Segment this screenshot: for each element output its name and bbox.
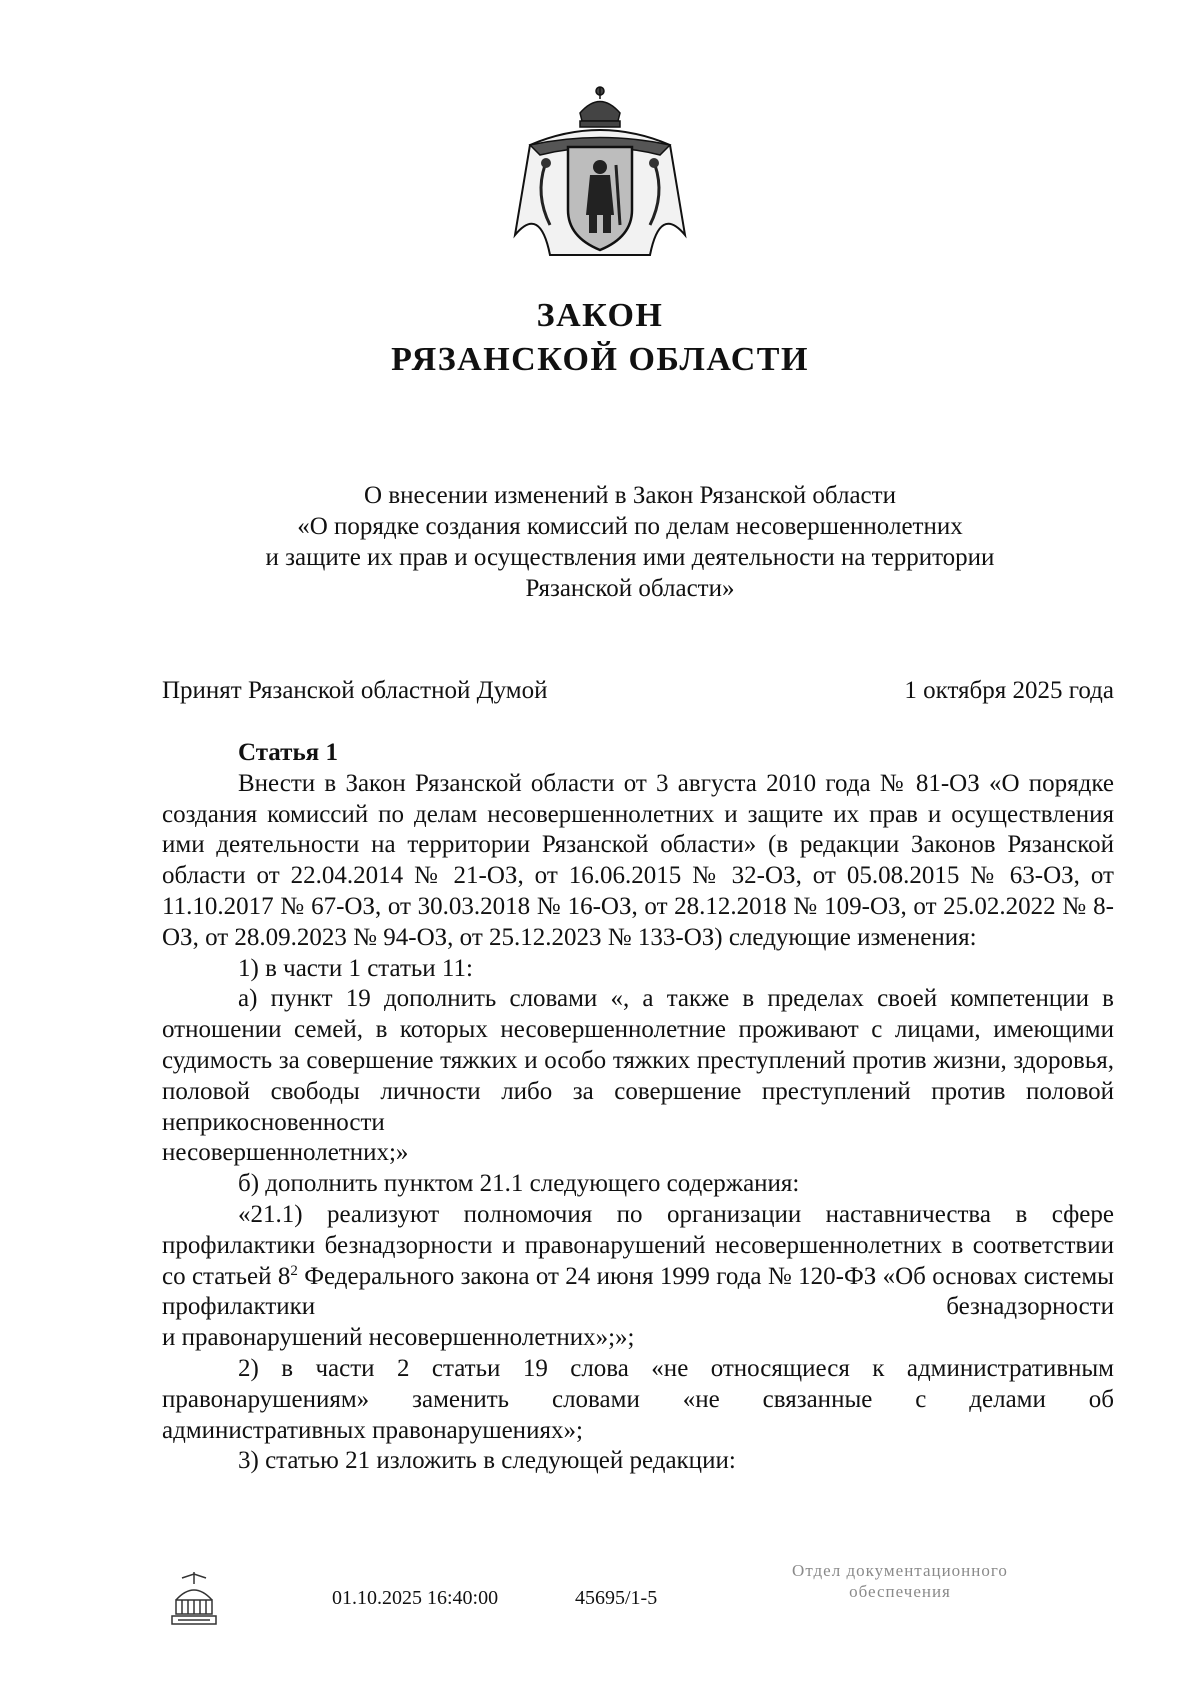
article-paragraph-tail: несовершеннолетних;» [162, 1139, 409, 1167]
article-paragraph: Внести в Закон Рязанской области от 3 августа 2010 года № 81-ОЗ «О порядке создания комиссий по делам несовершеннолетних и защите их прав и осуществления ими деятельности на территории Рязанской области» (в редакции Законов Рязанской области от 22.04.2014 № 21-ОЗ, от 16.06.2015 № 32-ОЗ, от 05.08.2015 № 63-ОЗ, от 11.10.2017 № 67-ОЗ, от 30.03.2018 № 16-ОЗ, от 28.12.2018 № 109-ОЗ, от 25.02.2022 № 8-ОЗ, от 28.09.2023 № 94-ОЗ, от 25.12.2023 № 133-ОЗ) следующие изменения: [162, 769, 1114, 951]
text-span: «21.1) реализуют полномочия по организации наставничества в сфере профилактики безнадзорности и правонарушений несовершеннолетних в соответствии со статьей 8 [162, 1200, 1114, 1290]
article-paragraph-tail: административных правонарушениях»; [162, 1416, 583, 1444]
subtitle-line-2: «О порядке создания комиссий по делам несовершеннолетних [297, 513, 963, 540]
article-paragraph-tail: и правонарушений несовершеннолетних»;»; [162, 1324, 635, 1352]
adoption-date: 1 октября 2025 года [904, 677, 1114, 704]
article-paragraph: 2) в части 2 статьи 19 слова «не относящиеся к административным правонарушениям» заменить словами «не связанные с делами об [162, 1354, 1114, 1413]
article-paragraph: а) пункт 19 дополнить словами «, а также в пределах своей компетенции в отношении семей, в которых несовершеннолетние проживают с лицами, имеющими судимость за совершение тяжких и особо тяжких преступлений против жизни, здоровья, половой свободы личности либо за совершение преступлений против половой неприкосновенности [162, 985, 1114, 1136]
article-paragraph: б) дополнить пунктом 21.1 следующего содержания: [238, 1170, 800, 1198]
article-paragraph: 1) в части 1 статьи 11: [238, 954, 473, 982]
subtitle-line-4: Рязанской области» [525, 575, 735, 602]
article-heading: Статья 1 [238, 739, 338, 766]
ryazan-coat-of-arms-icon [500, 85, 700, 265]
stamp-line-1: Отдел документационного [792, 1561, 1008, 1580]
stamp-line-2: обеспечения [849, 1582, 951, 1601]
footer-reg-number: 45695/1-5 [575, 1587, 658, 1609]
article-paragraph [162, 1200, 1114, 1323]
law-body [162, 738, 1114, 1477]
superscript: 2 [290, 1262, 298, 1279]
subtitle-line-1: О внесении изменений в Закон Рязанской области [364, 482, 896, 509]
adopted-by: Принят Рязанской областной Думой [162, 677, 548, 704]
department-stamp [735, 1560, 1065, 1602]
article-paragraph: 3) статью 21 изложить в следующей редакции: [238, 1447, 736, 1475]
title-line-1: ЗАКОН [536, 297, 664, 334]
duma-building-logo-icon [168, 1570, 220, 1628]
title-line-2: РЯЗАНСКОЙ ОБЛАСТИ [391, 341, 809, 378]
adoption-line [162, 675, 1114, 706]
law-title [0, 294, 1200, 382]
law-subtitle [200, 480, 1060, 604]
footer-datetime: 01.10.2025 16:40:00 [332, 1587, 499, 1609]
subtitle-line-3: и защите их прав и осуществления ими деятельности на территории [265, 544, 995, 571]
text-span: Федерального закона от 24 июня 1999 года № 120-ФЗ «Об основах системы профилактики безнадзорности [162, 1262, 1114, 1321]
